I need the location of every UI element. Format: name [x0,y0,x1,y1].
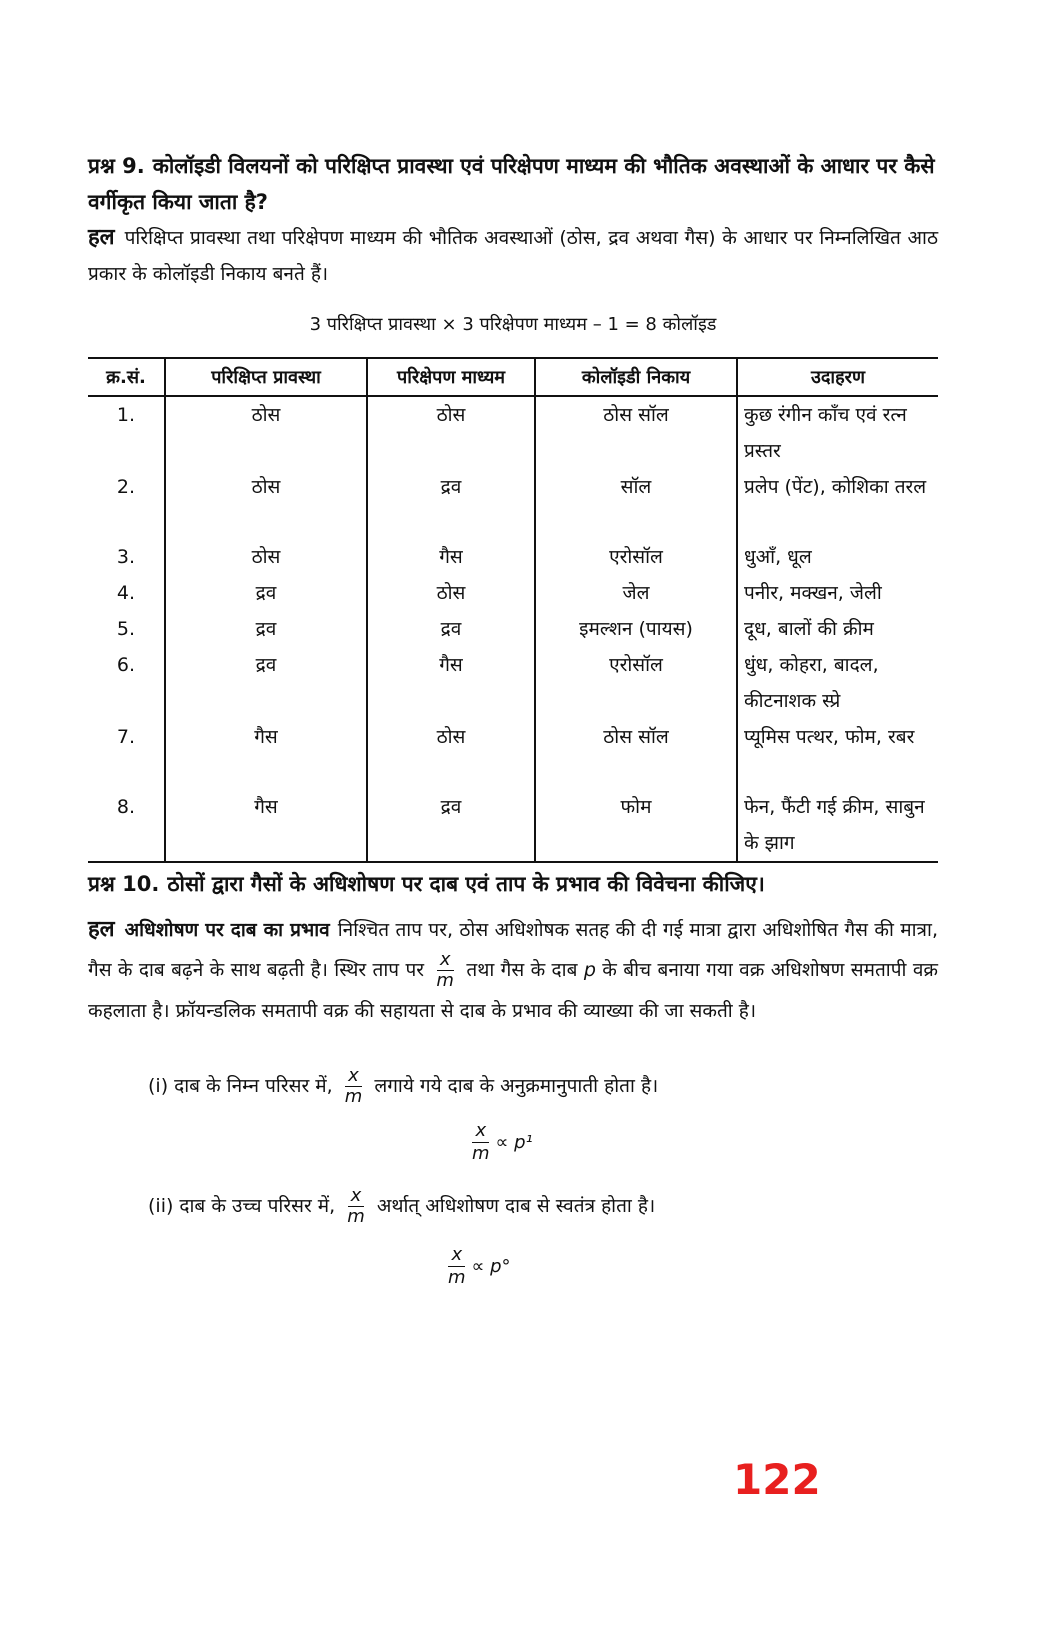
answer-9 [88,220,938,292]
cell-medium: गैस [367,647,535,719]
question-9-text: कोलॉइडी विलयनों को परिक्षिप्त प्रावस्था एवं परिक्षेपण माध्यम की भौतिक अवस्थाओं के आधार पर कैसे वर्गीकृत किया जाता है? [88,154,935,214]
cell-sn: 7. [116,726,136,748]
question-9 [88,148,938,220]
cell-medium: ठोस [367,396,535,469]
cell-phase: ठोस [165,469,367,539]
table-row [88,575,938,611]
cell-system: इमल्शन (पायस) [535,611,737,647]
col-header-example: उदाहरण [737,358,938,396]
colloid-count-formula: 3 परिक्षिप्त प्रावस्था × 3 परिक्षेपण माध्यम – 1 = 8 कोलॉइड [309,314,717,335]
cell-sn: 8. [116,796,136,818]
cell-sn: 4. [116,582,136,604]
question-10-label: प्रश्न 10. [88,872,160,896]
high-pressure-text-b: अर्थात् अधिशोषण दाब से स्वतंत्र होता है। [376,1195,656,1217]
cell-system: फोम [535,789,737,862]
equation-high-pressure-rhs: ∝ p° [471,1256,511,1277]
cell-medium: गैस [367,539,535,575]
cell-medium: द्रव [367,469,535,539]
col-header-dispersed-phase: परिक्षिप्त प्रावस्था [165,358,367,396]
high-pressure-text-a: (ii) दाब के उच्च परिसर में, [148,1195,336,1217]
cell-phase: गैस [165,789,367,862]
x-over-m-fraction: $\frac{x}{m}$ [347,1185,365,1227]
cell-medium: द्रव [367,789,535,862]
cell-medium: ठोस [367,575,535,611]
cell-phase: द्रव [165,647,367,719]
equation-low-pressure-rhs: ∝ p¹ [495,1132,533,1153]
cell-medium: द्रव [367,611,535,647]
cell-example: कुछ रंगीन काँच एवं रत्न प्रस्तर [737,396,938,469]
pressure-symbol: p [583,959,596,981]
equation-high-pressure: $\frac{x}{m}$ ∝ p° [448,1244,511,1288]
page-number: 122 [733,1455,821,1504]
low-pressure-text-b: लगाये गये दाब के अनुक्रमानुपाती होता है। [374,1075,659,1097]
answer-10-hal: हल [88,917,115,942]
answer-10-text-c: के बीच बनाया गया वक्र अधिशोषण समतापी वक्र कहलाता है। फ्रॉयन्डलिक समतापी वक्र की सहायता से दाब के प्रभाव की व्याख्या की जा सकती है। [88,959,938,1022]
cell-system: जेल [535,575,737,611]
cell-sn: 2. [116,476,136,498]
cell-phase: ठोस [165,539,367,575]
x-over-m-fraction: $\frac{x}{m}$ [436,949,454,991]
answer-10-text-b: तथा गैस के दाब [466,959,578,981]
cell-example: धुंध, कोहरा, बादल, कीटनाशक स्प्रे [737,647,938,719]
table-row [88,647,938,719]
table-row [88,611,938,647]
cell-sn: 6. [116,654,136,676]
table-row [88,396,938,469]
answer-10-text-a: निश्चित ताप पर, ठोस अधिशोषक सतह की दी गई मात्रा द्वारा अधिशोषित गैस की मात्रा, गैस के दाब बढ़ने के साथ बढ़ती है। स्थिर ताप पर [88,919,938,981]
col-header-colloid-system: कोलॉइडी निकाय [535,358,737,396]
cell-system: ठोस सॉल [535,396,737,469]
answer-10-para [88,910,938,1031]
cell-example: प्रलेप (पेंट), कोशिका तरल [737,469,938,539]
table-row [88,539,938,575]
cell-system: सॉल [535,469,737,539]
effect-of-pressure-heading: अधिशोषण पर दाब का प्रभाव [124,919,330,941]
equation-low-pressure: $\frac{x}{m}$ ∝ p¹ [472,1120,533,1164]
cell-phase: द्रव [165,611,367,647]
answer-9-hal: हल [88,225,115,250]
cell-phase: ठोस [165,396,367,469]
cell-example: फेन, फैंटी गई क्रीम, साबुन के झाग [737,789,938,862]
cell-example: पनीर, मक्खन, जेली [737,575,938,611]
cell-phase: द्रव [165,575,367,611]
low-pressure-point [148,1066,938,1107]
cell-medium: ठोस [367,719,535,789]
table-header-row [88,358,938,396]
table-row [88,469,938,539]
table-row [88,789,938,862]
cell-example: धुआँ, धूल [737,539,938,575]
low-pressure-text-a: (i) दाब के निम्न परिसर में, [148,1075,333,1097]
col-header-sn: क्र.सं. [88,358,165,396]
question-9-label: प्रश्न 9. [88,154,145,178]
answer-9-text: परिक्षिप्त प्रावस्था तथा परिक्षेपण माध्यम की भौतिक अवस्थाओं (ठोस, द्रव अथवा गैस) के आधार पर निम्नलिखित आठ प्रकार के कोलॉइडी निकाय बनते हैं। [88,227,938,285]
cell-system: एरोसॉल [535,539,737,575]
colloid-table [88,357,938,863]
cell-sn: 5. [116,618,136,640]
high-pressure-point [148,1186,938,1227]
col-header-dispersion-medium: परिक्षेपण माध्यम [367,358,535,396]
cell-system: ठोस सॉल [535,719,737,789]
cell-system: एरोसॉल [535,647,737,719]
cell-sn: 3. [116,546,136,568]
table-row [88,719,938,789]
cell-example: दूध, बालों की क्रीम [737,611,938,647]
x-over-m-fraction: $\frac{x}{m}$ [344,1065,363,1107]
question-10 [88,866,938,902]
cell-example: प्यूमिस पत्थर, फोम, रबर [737,719,938,789]
cell-phase: गैस [165,719,367,789]
question-10-text: ठोसों द्वारा गैसों के अधिशोषण पर दाब एवं ताप के प्रभाव की विवेचना कीजिए। [167,872,765,896]
cell-sn: 1. [116,404,136,426]
